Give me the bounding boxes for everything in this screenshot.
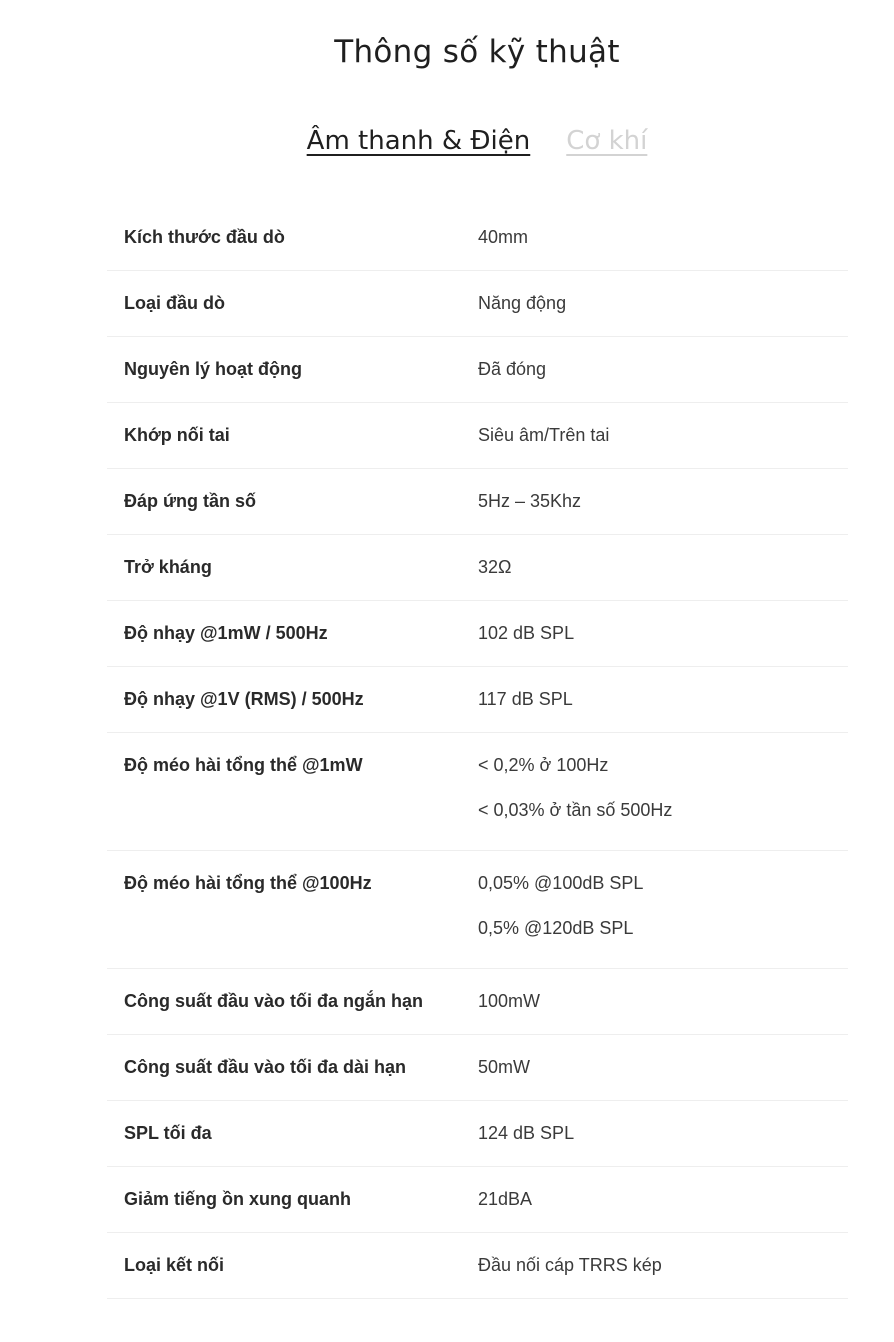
spec-label: Công suất đầu vào tối đa dài hạn: [124, 1057, 407, 1077]
spec-label: SPL tối đa: [124, 1123, 212, 1143]
spec-row-frequency-response: [107, 469, 848, 535]
spec-label: Khớp nối tai: [124, 425, 230, 445]
spec-value: Siêu âm/Trên tai: [478, 425, 610, 445]
spec-value: 124 dB SPL: [478, 1123, 575, 1143]
spec-value: 117 dB SPL: [478, 689, 573, 709]
spec-label: Độ méo hài tổng thể @100Hz: [124, 873, 372, 893]
spec-values: [478, 871, 848, 940]
spec-label: Loại kết nối: [124, 1255, 225, 1275]
spec-label: Độ nhạy @1mW / 500Hz: [124, 623, 328, 643]
spec-label: Công suất đầu vào tối đa ngắn hạn: [124, 991, 424, 1011]
spec-label: Đáp ứng tần số: [124, 491, 257, 511]
spec-row-operating-principle: [107, 337, 848, 403]
spec-row-thd-1mw: [107, 733, 848, 851]
tab-mechanical[interactable]: Cơ khí: [566, 120, 647, 162]
spec-values: [478, 1121, 848, 1145]
spec-value: 50mW: [478, 1057, 531, 1077]
spec-row-driver-size: [107, 205, 848, 271]
tab-audio-electrical[interactable]: Âm thanh & Điện: [307, 120, 531, 162]
spec-label: Kích thước đầu dò: [124, 227, 285, 247]
spec-row-sensitivity-1v: [107, 667, 848, 733]
spec-value: < 0,2% ở 100Hz: [478, 755, 609, 775]
spec-label: Giảm tiếng ồn xung quanh: [124, 1189, 351, 1209]
spec-value: 21dBA: [478, 1189, 533, 1209]
spec-table: [107, 205, 848, 1299]
spec-value: Đã đóng: [478, 359, 547, 379]
spec-values: [478, 489, 848, 513]
spec-value: 0,5% @120dB SPL: [478, 918, 634, 938]
spec-values: [478, 291, 848, 315]
spec-row-ambient-noise-reduction: [107, 1167, 848, 1233]
spec-value: 0,05% @100dB SPL: [478, 873, 644, 893]
spec-label: Độ nhạy @1V (RMS) / 500Hz: [124, 689, 364, 709]
spec-value: 5Hz – 35Khz: [478, 491, 582, 511]
spec-values: [478, 753, 848, 822]
page-title: Thông số kỹ thuật: [334, 34, 620, 70]
spec-row-max-spl: [107, 1101, 848, 1167]
spec-values: [478, 621, 848, 645]
spec-value: < 0,03% ở tần số 500Hz: [478, 800, 673, 820]
spec-row-max-input-long: [107, 1035, 848, 1101]
spec-value: Năng động: [478, 293, 567, 313]
spec-value: 102 dB SPL: [478, 623, 575, 643]
spec-values: [478, 989, 848, 1013]
spec-values: [478, 1055, 848, 1079]
spec-label: Loại đầu dò: [124, 293, 225, 313]
spec-row-impedance: [107, 535, 848, 601]
spec-tabs: [0, 120, 894, 162]
spec-values: [478, 1187, 848, 1211]
spec-value: 32Ω: [478, 557, 512, 577]
spec-row-max-input-short: [107, 969, 848, 1035]
spec-value: 40mm: [478, 227, 529, 247]
spec-values: [478, 687, 848, 711]
spec-label: Nguyên lý hoạt động: [124, 359, 302, 379]
spec-label: Trở kháng: [124, 557, 212, 577]
spec-values: [478, 423, 848, 447]
spec-label: Độ méo hài tổng thể @1mW: [124, 755, 363, 775]
spec-row-connector-type: [107, 1233, 848, 1299]
spec-value: Đầu nối cáp TRRS kép: [478, 1255, 662, 1275]
spec-value: 100mW: [478, 991, 541, 1011]
spec-values: [478, 357, 848, 381]
spec-values: [478, 555, 848, 579]
spec-values: [478, 1253, 848, 1277]
spec-row-ear-coupling: [107, 403, 848, 469]
spec-values: [478, 225, 848, 249]
spec-row-driver-type: [107, 271, 848, 337]
spec-row-thd-100hz: [107, 851, 848, 969]
spec-row-sensitivity-1mw: [107, 601, 848, 667]
